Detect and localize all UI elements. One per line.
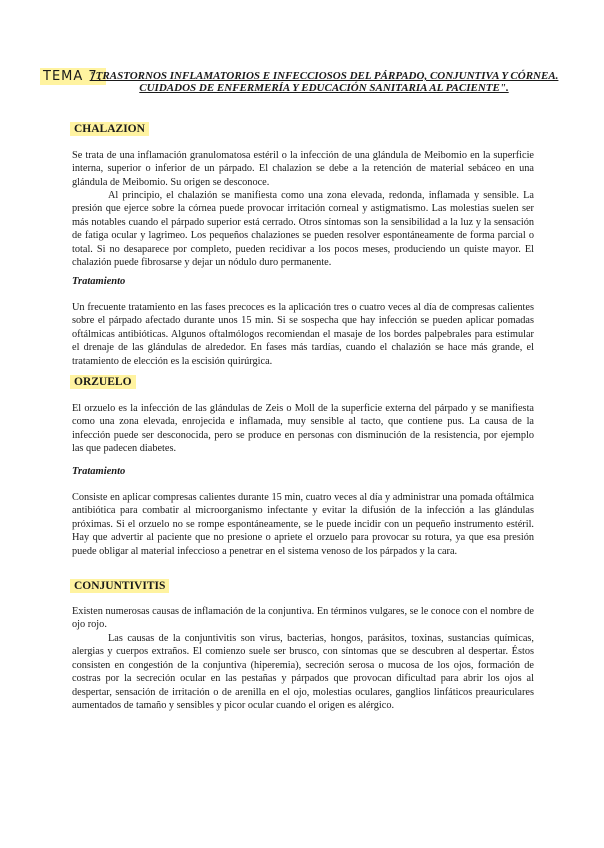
- tema-label: TEMA 7.: [40, 68, 106, 85]
- orzuelo-heading: ORZUELO: [70, 375, 136, 389]
- orzuelo-paragraph-1: El orzuelo es la infección de las glándulas de Zeis o Moll de la superficie externa del párpado y se manifiesta como una zona elevada, enrojecida e inflamada, muy sensible al tacto, que contiene pus. La causa de la infección puede ser desconocida, pero se produce en personas con disminución de la resistencia, por ejemplo las que padecen diabetes.: [72, 403, 534, 455]
- chalazion-treatment-heading: Tratamiento: [72, 276, 126, 287]
- chalazion-heading: CHALAZION: [70, 122, 149, 136]
- title-line-1: "TRASTORNOS INFLAMATORIOS E INFECCIOSOS DEL PÁRPADO, CONJUNTIVA Y CÓRNEA.: [89, 70, 559, 82]
- document-title: [88, 70, 560, 94]
- conjuntivitis-paragraph-2: Las causas de la conjuntivitis son virus, bacterias, hongos, parásitos, toxinas, sustancias químicas, alergias y cuerpos extraños. El comienzo suele ser brusco, con síntomas que se descubren al despertar. Éstos consisten en congestión de la conjuntiva (hiperemia), secreción serosa o mucosa de los ojos, formación de costras por la secreción ocular en las pestañas y párpados que provocan dificultad para abrir los ojos al despertar, sensación de irritación o de arenilla en el ojo, molestias oculares, ganglios linfáticos preauriculares aumentados de tamaño y sensibles y picor ocular cuando el origen es alérgico.: [72, 633, 534, 712]
- chalazion-treatment-paragraph: Un frecuente tratamiento en las fases precoces es la aplicación tres o cuatro veces al día de compresas calientes sobre el párpado afectado durante unos 15 min. Si se sospecha que hay infección se pueden aplicar pomadas oftálmicas antibióticas. Algunos oftalmólogos recomiendan el masaje de los bordes palpebrales para estimular el drenaje de las glándulas de alrededor. En fases más tardías, cuando el chalazión se hace más grande, el tratamiento de elección es la escisión quirúrgica.: [72, 302, 534, 367]
- orzuelo-treatment-heading: Tratamiento: [72, 466, 126, 477]
- orzuelo-treatment-paragraph: Consiste en aplicar compresas calientes durante 15 min, cuatro veces al día y administrar una pomada oftálmica antibiótica para combatir al microorganismo infectante y evitar la difusión de la infección a las glándulas próximas. Si el orzuelo no se rompe espontáneamente, se le puede incidir con un pequeño instrumento estéril. Hay que advertir al paciente que no presione o apriete el orzuelo para provocar su rotura, ya que esa presión puede obligar al material infeccioso a penetrar en el sistema venoso de los párpados y la cara.: [72, 492, 534, 557]
- title-line-2: CUIDADOS DE ENFERMERÍA Y EDUCACIÓN SANITARIA AL PACIENTE".: [139, 82, 509, 94]
- chalazion-paragraph-2: Al principio, el chalazión se manifiesta como una zona elevada, redonda, inflamada y sensible. La presión que ejerce sobre la córnea puede provocar irritación corneal y astigmatismo. Las molestias suelen ser más notables cuando el párpado superior está cerrado. Otros síntomas son la sensibilidad a la luz y la sensación de fatiga ocular y lagrimeo. Los pequeños chalaziones se pueden resolver espontáneamente de forma parcial o total. Si no desaparece por completo, pueden recidivar a los pocos meses, produciendo un quiste mayor. El chalazión puede fibrosarse y dejar un nódulo duro permanente.: [72, 190, 534, 269]
- conjuntivitis-heading: CONJUNTIVITIS: [70, 579, 169, 593]
- conjuntivitis-paragraph-1: Existen numerosas causas de inflamación de la conjuntiva. En términos vulgares, se le conoce con el nombre de ojo rojo.: [72, 606, 534, 631]
- chalazion-paragraph-1: Se trata de una inflamación granulomatosa estéril o la infección de una glándula de Meibomio en la superficie interna, superior o inferior de un párpado. El chalazion se debe a la retención de material sebáceo en una glándula de Meibomio. Su origen se desconoce.: [72, 150, 534, 188]
